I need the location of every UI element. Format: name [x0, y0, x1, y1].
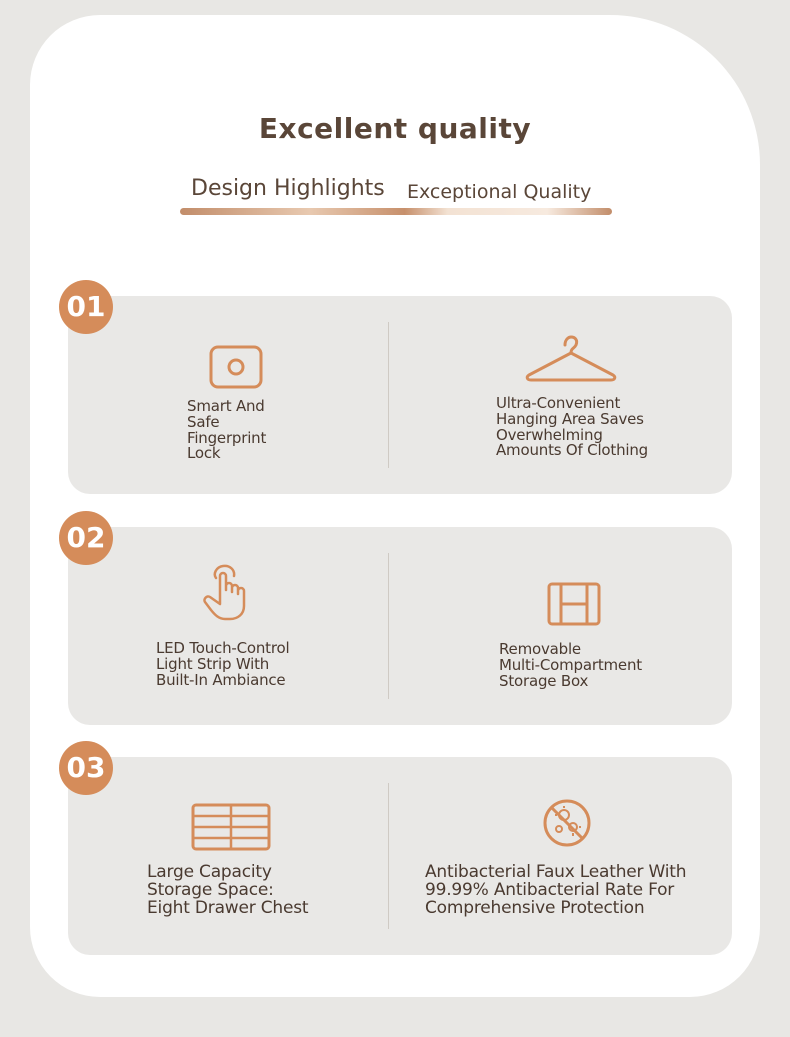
hanger-icon: [525, 335, 617, 383]
section-number-badge: 01: [59, 280, 113, 334]
compartment-box-icon: [547, 582, 601, 626]
panel-divider: [388, 783, 389, 929]
feature-label: Antibacterial Faux Leather With 99.99% Antibacterial Rate For Comprehensive Protection: [425, 862, 687, 918]
feature-panel-2: [68, 527, 732, 725]
feature-label: LED Touch-Control Light Strip With Built-In Ambiance: [156, 639, 290, 689]
feature-label: Ultra-Convenient Hanging Area Saves Overwhelming Amounts Of Clothing: [496, 394, 648, 460]
subtitle-underline: [180, 208, 612, 215]
page-title: Excellent quality: [258, 112, 532, 145]
feature-label: Removable Multi-Compartment Storage Box: [499, 640, 642, 690]
section-number-badge: 02: [59, 511, 113, 565]
subtitle-exceptional-quality: Exceptional Quality: [407, 181, 592, 203]
feature-label: Smart And Safe Fingerprint Lock: [187, 397, 267, 463]
subtitle-design-highlights: Design Highlights: [191, 176, 385, 201]
panel-divider: [388, 322, 389, 468]
section-number-badge: 03: [59, 741, 113, 795]
fingerprint-lock-icon: [209, 345, 263, 389]
subtitle-bar: [180, 176, 612, 220]
feature-panel-3: [68, 757, 732, 955]
feature-label: Large Capacity Storage Space: Eight Drawer Chest: [147, 862, 309, 918]
antibacterial-icon: [542, 798, 592, 848]
drawer-chest-icon: [191, 803, 271, 851]
touch-hand-icon: [203, 564, 253, 622]
panel-divider: [388, 553, 389, 699]
feature-panel-1: [68, 296, 732, 494]
